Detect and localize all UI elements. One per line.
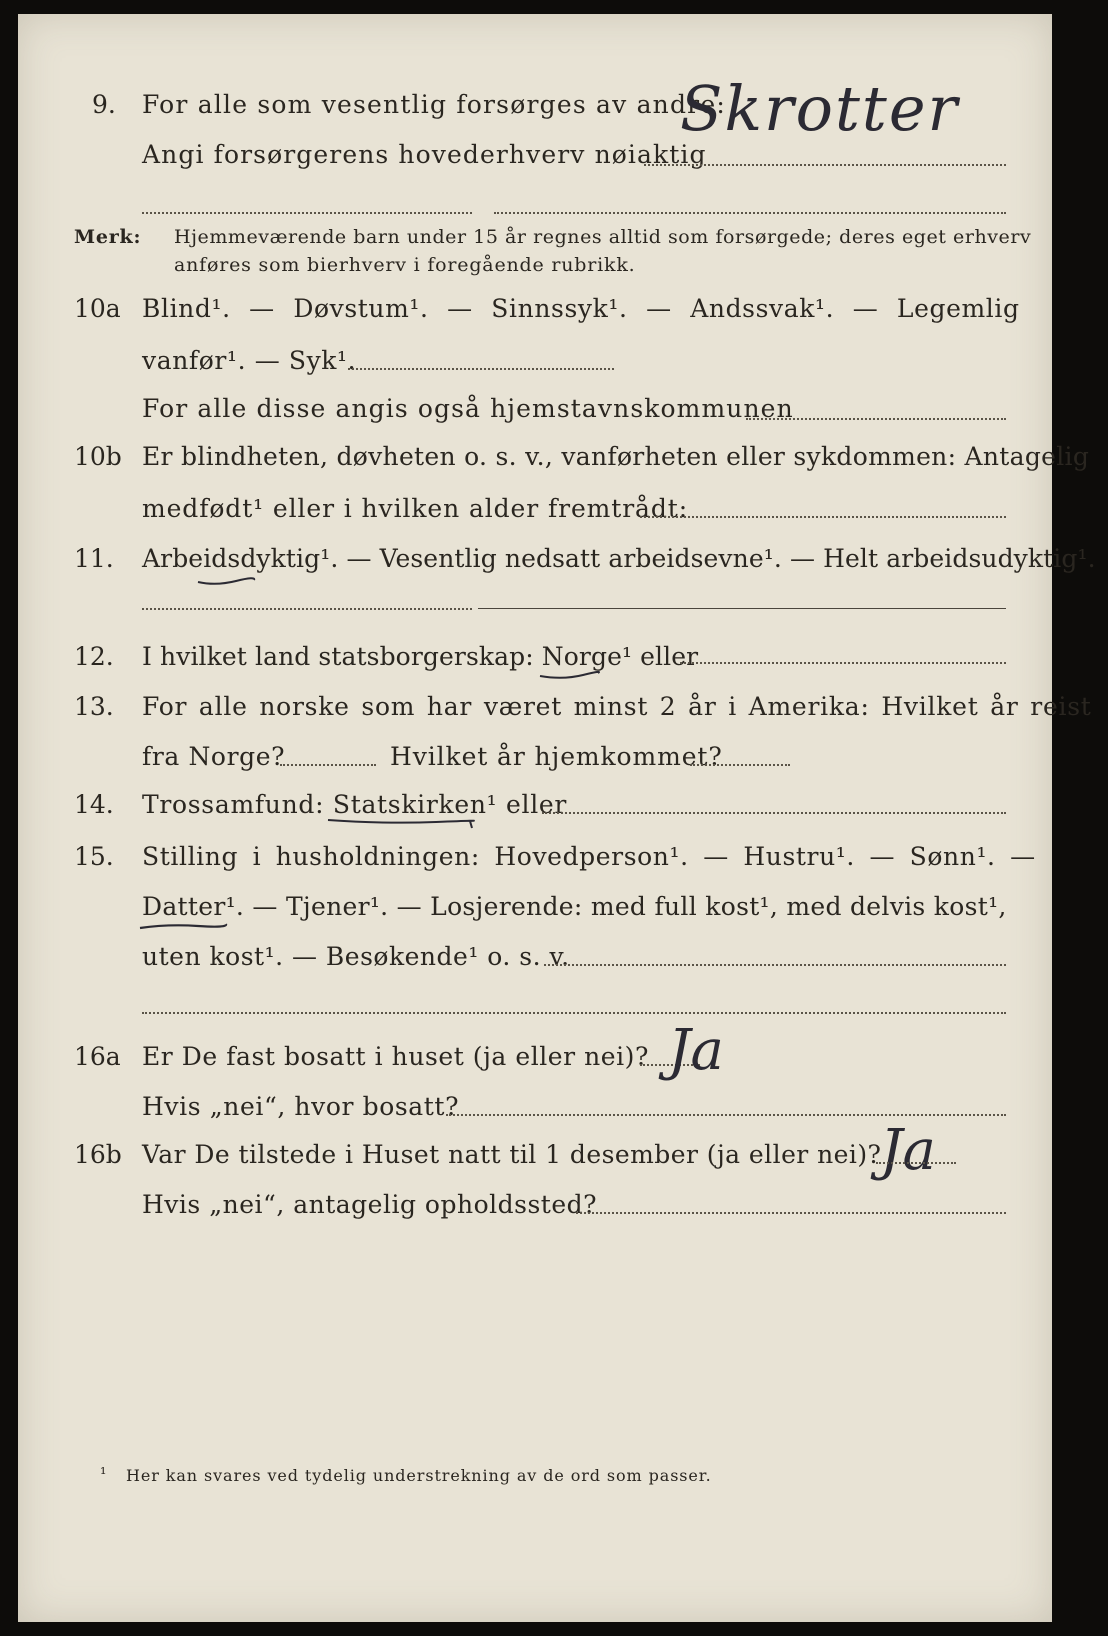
q16a-number: 16a [74, 1042, 121, 1071]
q10b-line1: Er blindheten, døvheten o. s. v., vanførheten eller sykdommen: Antagelig [142, 442, 1090, 471]
q13-line2b: Hvilket år hjemkommet? [390, 742, 723, 771]
note-line1: Hjemmeværende barn under 15 år regnes alltid som forsørgede; deres eget erhverv [174, 226, 1032, 248]
note-label: Merk: [74, 226, 142, 248]
q10a-answer-line [348, 368, 614, 370]
q16b-answer-line [876, 1162, 956, 1164]
q15-extra-line [142, 1012, 1006, 1014]
q10b-line2: medfødt¹ eller i hvilken alder fremtrådt: [142, 494, 689, 523]
q10a-line2: vanfør¹. — Syk¹. [142, 346, 357, 375]
q16b-handwritten-answer: Ja [880, 1118, 936, 1183]
q11-extra-line-b [478, 608, 1006, 609]
q9-extra-line-b [494, 212, 1006, 214]
q16b-whereabouts-line [576, 1212, 1006, 1214]
q9-line1: For alle som vesentlig forsørges av andre: [142, 90, 726, 119]
q15-line3: uten kost¹. — Besøkende¹ o. s. v. [142, 942, 570, 971]
q15-datter-underline [138, 918, 228, 934]
q10b-answer-line [640, 516, 1006, 518]
q16b-line2: Hvis „nei“, antagelig opholdssted? [142, 1190, 598, 1219]
q10b-number: 10b [74, 442, 122, 471]
q12-line1: I hvilket land statsborgerskap: Norge¹ eller [142, 642, 699, 671]
q9-extra-line-a [142, 212, 472, 214]
q9-number: 9. [92, 90, 116, 119]
q12-number: 12. [74, 642, 114, 671]
q15-answer-line [544, 964, 1006, 966]
q13-line2a: fra Norge? [142, 742, 286, 771]
q16b-number: 16b [74, 1140, 122, 1169]
q13-number: 13. [74, 692, 114, 721]
q9-handwritten-answer: Skrotter [680, 72, 960, 145]
q11-line1: Arbeidsdyktig¹. — Vesentlig nedsatt arbeidsevne¹. — Helt arbeidsudyktig¹. [142, 544, 1096, 573]
q10a-line1: Blind¹. — Døvstum¹. — Sinnssyk¹. — Andssvak¹. — Legemlig [142, 294, 1020, 323]
q11-extra-line-a [142, 608, 472, 610]
census-form-page [18, 14, 1096, 1622]
footnote-mark: ¹ [100, 1464, 108, 1483]
q16b-line1: Var De tilstede i Huset natt til 1 desember (ja eller nei)? [142, 1140, 882, 1169]
q10a-line3: For alle disse angis også hjemstavnskommunen [142, 394, 794, 423]
q14-statskirken-underline [326, 814, 476, 832]
q13-line1: For alle norske som har været minst 2 år i Amerika: Hvilket år reist [142, 692, 1092, 721]
q16a-handwritten-answer: Ja [668, 1018, 724, 1083]
q15-number: 15. [74, 842, 114, 871]
q15-line2: Datter¹. — Tjener¹. — Losjerende: med full kost¹, med delvis kost¹, [142, 892, 1007, 921]
q14-line1: Trossamfund: Statskirken¹ eller [142, 790, 568, 819]
q10a-hometown-line [746, 418, 1006, 420]
q12-norge-underline [538, 668, 600, 682]
q16a-line1: Er De fast bosatt i huset (ja eller nei)? [142, 1042, 649, 1071]
note-line2: anføres som bierhverv i foregående rubrikk. [174, 254, 636, 276]
q10a-number: 10a [74, 294, 121, 323]
q16a-residence-line [446, 1114, 1006, 1116]
q9-line2: Angi forsørgerens hovederhverv nøiaktig [142, 140, 707, 169]
q13-departure-year-line [280, 764, 376, 766]
q11-underline-mark [196, 574, 256, 588]
q9-answer-line [644, 164, 1006, 166]
q13-return-year-line [690, 764, 790, 766]
q16a-line2: Hvis „nei“, hvor bosatt? [142, 1092, 460, 1121]
q12-answer-line [680, 662, 1006, 664]
q14-answer-line [542, 812, 1006, 814]
q11-number: 11. [74, 544, 114, 573]
q14-number: 14. [74, 790, 114, 819]
footnote-text: Her kan svares ved tydelig understrekning av de ord som passer. [126, 1466, 712, 1485]
q15-line1: Stilling i husholdningen: Hovedperson¹. — Hustru¹. — Sønn¹. — [142, 842, 1036, 871]
